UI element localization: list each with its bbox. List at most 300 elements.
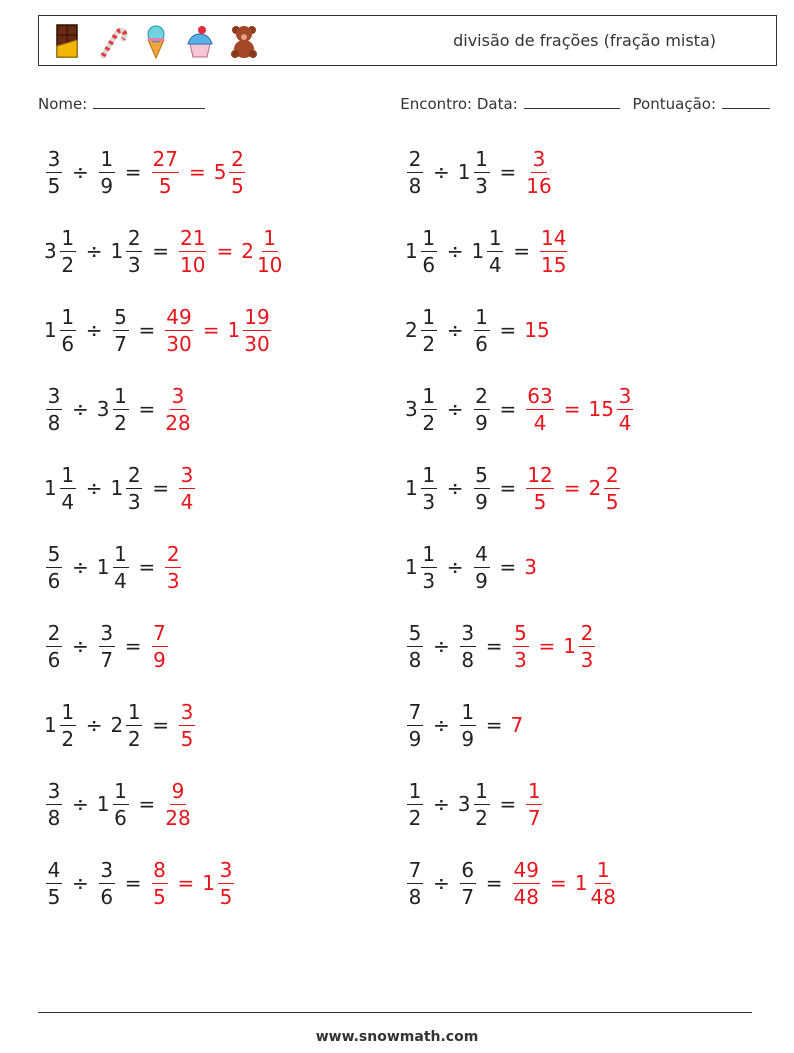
divisor-number bbox=[96, 383, 131, 435]
dividend-fraction bbox=[60, 225, 76, 277]
answer-fraction bbox=[526, 146, 552, 198]
equals-sign: = bbox=[138, 555, 156, 579]
divide-sign: ÷ bbox=[72, 397, 89, 421]
dividend-whole: 1 bbox=[405, 476, 418, 500]
name-label: Nome: bbox=[38, 95, 88, 113]
problem-18 bbox=[405, 774, 544, 834]
divide-sign: ÷ bbox=[85, 713, 103, 737]
dividend-number bbox=[44, 462, 78, 514]
divisor-numerator: 2 bbox=[475, 383, 488, 408]
dividend-number bbox=[405, 778, 425, 830]
equals-sign: = bbox=[152, 239, 169, 263]
answer bbox=[524, 778, 544, 830]
divisor-fraction bbox=[460, 620, 476, 672]
divisor-fraction bbox=[113, 304, 129, 356]
divisor-denominator: 3 bbox=[127, 489, 141, 514]
divide-sign: ÷ bbox=[433, 792, 450, 816]
equals-sign: = bbox=[124, 871, 142, 895]
answer-fraction bbox=[179, 699, 195, 751]
problem-7 bbox=[44, 379, 193, 439]
dividend-numerator: 1 bbox=[422, 304, 436, 329]
answer bbox=[163, 383, 192, 435]
answer bbox=[163, 778, 192, 830]
divisor-number bbox=[458, 699, 478, 751]
divide-sign: ÷ bbox=[446, 476, 464, 500]
name-blank[interactable] bbox=[93, 94, 205, 109]
answer-numerator: 3 bbox=[180, 462, 194, 487]
equals-sign: = bbox=[485, 871, 503, 895]
divisor-number bbox=[110, 462, 145, 514]
divisor-whole: 1 bbox=[457, 160, 471, 184]
answer-number bbox=[150, 857, 170, 909]
answer-fraction bbox=[152, 146, 179, 198]
divisor-denominator: 4 bbox=[114, 568, 127, 593]
answer-numerator: 3 bbox=[532, 146, 546, 171]
answer-fraction bbox=[179, 225, 206, 277]
dividend-numerator: 5 bbox=[408, 620, 422, 645]
divisor-denominator: 9 bbox=[461, 726, 475, 751]
answer-denominator: 7 bbox=[527, 805, 541, 830]
divisor-denominator: 2 bbox=[114, 410, 127, 435]
equals-sign: = bbox=[499, 160, 517, 184]
problem-17 bbox=[44, 774, 193, 834]
equals-sign: = bbox=[538, 634, 556, 658]
divisor-fraction bbox=[487, 225, 503, 277]
equals-sign: = bbox=[152, 476, 169, 500]
dividend-denominator: 2 bbox=[61, 726, 75, 751]
answer-number bbox=[163, 778, 192, 830]
divisor-whole: 2 bbox=[110, 713, 124, 737]
divisor-number bbox=[472, 541, 492, 593]
dividend-fraction bbox=[421, 383, 437, 435]
ice-cream-icon bbox=[139, 22, 173, 60]
answer-mixed-number bbox=[241, 225, 284, 277]
date-score-fields bbox=[400, 94, 770, 113]
divisor-whole: 1 bbox=[471, 239, 485, 263]
answer-number bbox=[177, 225, 208, 277]
equals-sign: = bbox=[499, 397, 517, 421]
dividend-whole: 1 bbox=[44, 713, 57, 737]
answer-number bbox=[150, 146, 181, 198]
answer-denominator: 28 bbox=[165, 805, 191, 830]
answer-number bbox=[511, 620, 531, 672]
problem-5 bbox=[44, 300, 273, 360]
divisor-fraction bbox=[126, 225, 142, 277]
answer bbox=[511, 713, 524, 737]
equals-sign: = bbox=[485, 634, 503, 658]
divisor-numerator: 1 bbox=[100, 146, 114, 171]
answer-mixed-fraction bbox=[256, 225, 283, 277]
answer bbox=[511, 620, 598, 672]
answer-mixed-number bbox=[202, 857, 236, 909]
divide-sign: ÷ bbox=[85, 318, 103, 342]
answer-mixed-whole: 1 bbox=[227, 318, 241, 342]
dividend-fraction bbox=[407, 620, 423, 672]
problem-4 bbox=[405, 221, 569, 281]
answer-integer: 15 bbox=[524, 318, 550, 342]
divisor-numerator: 3 bbox=[100, 857, 114, 882]
answer-numerator: 14 bbox=[541, 225, 567, 250]
dividend-number bbox=[405, 304, 439, 356]
equals-sign: = bbox=[177, 871, 195, 895]
equals-sign: = bbox=[152, 713, 169, 737]
divisor-fraction bbox=[126, 462, 142, 514]
dividend-number bbox=[44, 146, 64, 198]
equals-sign: = bbox=[499, 318, 517, 342]
answer-denominator: 5 bbox=[533, 489, 547, 514]
divisor-whole: 3 bbox=[96, 397, 110, 421]
date-blank[interactable] bbox=[524, 94, 620, 109]
answer-fraction bbox=[540, 225, 567, 277]
divide-sign: ÷ bbox=[433, 160, 450, 184]
divisor-denominator: 9 bbox=[100, 173, 114, 198]
dividend-numerator: 2 bbox=[47, 620, 61, 645]
equals-sign: = bbox=[124, 634, 142, 658]
dividend-numerator: 1 bbox=[422, 383, 436, 408]
answer-mixed-whole: 15 bbox=[588, 397, 614, 421]
divide-sign: ÷ bbox=[446, 555, 464, 579]
divisor-number bbox=[458, 857, 478, 909]
answer-number bbox=[150, 620, 170, 672]
dividend-number bbox=[44, 699, 78, 751]
divisor-denominator: 8 bbox=[461, 647, 475, 672]
dividend-numerator: 1 bbox=[61, 304, 75, 329]
divisor-fraction bbox=[126, 699, 142, 751]
dividend-fraction bbox=[407, 699, 423, 751]
dividend-numerator: 1 bbox=[422, 462, 436, 487]
divisor-fraction bbox=[99, 620, 115, 672]
dividend-fraction bbox=[407, 146, 423, 198]
answer-mixed-numerator: 19 bbox=[244, 304, 270, 329]
divisor-numerator: 1 bbox=[114, 778, 127, 803]
answer-number bbox=[163, 541, 183, 593]
candy-cane-icon bbox=[95, 22, 129, 60]
answer-denominator: 9 bbox=[153, 647, 166, 672]
dividend-numerator: 3 bbox=[47, 778, 61, 803]
answer-numerator: 49 bbox=[166, 304, 192, 329]
answer bbox=[177, 225, 284, 277]
divisor-number bbox=[97, 857, 117, 909]
dividend-whole: 3 bbox=[44, 239, 57, 263]
divisor-number bbox=[457, 146, 492, 198]
divisor-numerator: 5 bbox=[114, 304, 127, 329]
divisor-denominator: 4 bbox=[488, 252, 502, 277]
dividend-number bbox=[405, 383, 439, 435]
divisor-numerator: 1 bbox=[475, 146, 488, 171]
divisor-denominator: 9 bbox=[475, 410, 488, 435]
dividend-numerator: 3 bbox=[47, 383, 61, 408]
score-blank[interactable] bbox=[722, 94, 770, 109]
answer-mixed-fraction bbox=[579, 620, 595, 672]
answer-mixed-whole: 1 bbox=[202, 871, 216, 895]
dividend-number bbox=[405, 699, 425, 751]
dividend-fraction bbox=[421, 541, 437, 593]
answer-fraction bbox=[165, 383, 191, 435]
answer-denominator: 3 bbox=[166, 568, 180, 593]
score-label: Pontuação: bbox=[632, 95, 716, 113]
equals-sign: = bbox=[485, 713, 503, 737]
divisor-denominator: 7 bbox=[114, 331, 127, 356]
dividend-number bbox=[405, 462, 439, 514]
answer-mixed-numerator: 2 bbox=[605, 462, 619, 487]
divide-sign: ÷ bbox=[72, 634, 89, 658]
dividend-denominator: 6 bbox=[61, 331, 75, 356]
answer-mixed-fraction bbox=[617, 383, 633, 435]
answer-fraction bbox=[165, 778, 191, 830]
problem-14 bbox=[405, 616, 597, 676]
dividend-numerator: 1 bbox=[61, 462, 75, 487]
footer-divider bbox=[38, 1012, 752, 1013]
answer-mixed-whole: 2 bbox=[241, 239, 254, 263]
answer-mixed-number bbox=[574, 857, 618, 909]
answer-denominator: 28 bbox=[165, 410, 191, 435]
dividend-whole: 1 bbox=[44, 318, 57, 342]
dividend-number bbox=[405, 146, 425, 198]
divisor-numerator: 5 bbox=[475, 462, 488, 487]
answer bbox=[524, 555, 537, 579]
divisor-numerator: 1 bbox=[488, 225, 502, 250]
answer bbox=[524, 318, 549, 342]
problem-19 bbox=[44, 853, 236, 913]
dividend-denominator: 6 bbox=[422, 252, 436, 277]
problem-8 bbox=[405, 379, 635, 439]
dividend-denominator: 8 bbox=[47, 805, 61, 830]
answer-numerator: 7 bbox=[153, 620, 166, 645]
divide-sign: ÷ bbox=[72, 792, 89, 816]
answer bbox=[524, 462, 622, 514]
divisor-fraction bbox=[474, 462, 490, 514]
answer-fraction bbox=[152, 620, 168, 672]
problem-11 bbox=[44, 537, 183, 597]
divisor-number bbox=[96, 778, 131, 830]
answer-number bbox=[163, 383, 192, 435]
divisor-whole: 1 bbox=[96, 555, 110, 579]
dividend-denominator: 8 bbox=[47, 410, 61, 435]
divisor-numerator: 2 bbox=[127, 225, 141, 250]
answer-integer: 7 bbox=[510, 713, 524, 737]
divisor-number bbox=[111, 304, 131, 356]
dividend-denominator: 4 bbox=[61, 489, 75, 514]
answer-mixed-numerator: 3 bbox=[219, 857, 233, 882]
teddy-bear-icon bbox=[227, 22, 261, 60]
divisor-numerator: 6 bbox=[461, 857, 475, 882]
answer bbox=[163, 304, 272, 356]
divisor-fraction bbox=[474, 304, 490, 356]
divisor-denominator: 3 bbox=[475, 173, 488, 198]
meeting-date-label: Encontro: Data: bbox=[400, 95, 518, 113]
dividend-fraction bbox=[421, 304, 437, 356]
divisor-numerator: 1 bbox=[475, 778, 488, 803]
equals-sign: = bbox=[499, 792, 517, 816]
equals-sign: = bbox=[138, 318, 156, 342]
answer bbox=[150, 146, 248, 198]
answer-fraction bbox=[526, 778, 542, 830]
problem-9 bbox=[44, 458, 197, 518]
divide-sign: ÷ bbox=[85, 239, 103, 263]
divisor-whole: 1 bbox=[110, 476, 124, 500]
answer-mixed-whole: 2 bbox=[588, 476, 602, 500]
dividend-number bbox=[405, 857, 425, 909]
divide-sign: ÷ bbox=[85, 476, 103, 500]
answer-numerator: 3 bbox=[180, 699, 194, 724]
dividend-numerator: 7 bbox=[408, 699, 422, 724]
name-field bbox=[38, 94, 205, 113]
answer-mixed-number bbox=[588, 383, 634, 435]
answer-numerator: 27 bbox=[152, 146, 178, 171]
divisor-fraction bbox=[474, 146, 490, 198]
divisor-number bbox=[457, 778, 492, 830]
divisor-numerator: 1 bbox=[475, 304, 488, 329]
problem-6 bbox=[405, 300, 550, 360]
answer-mixed-whole: 1 bbox=[574, 871, 588, 895]
answer-numerator: 63 bbox=[527, 383, 553, 408]
dividend-whole: 1 bbox=[405, 239, 418, 263]
equals-sign: = bbox=[499, 555, 517, 579]
dividend-denominator: 8 bbox=[408, 173, 422, 198]
divisor-denominator: 7 bbox=[100, 647, 114, 672]
dividend-fraction bbox=[407, 857, 423, 909]
dividend-fraction bbox=[60, 699, 76, 751]
dividend-fraction bbox=[46, 541, 62, 593]
worksheet-header bbox=[38, 15, 777, 66]
answer-numerator: 12 bbox=[527, 462, 553, 487]
divisor-denominator: 6 bbox=[114, 805, 127, 830]
answer-fraction bbox=[165, 304, 192, 356]
dividend-denominator: 3 bbox=[422, 568, 436, 593]
divide-sign: ÷ bbox=[446, 397, 464, 421]
header-icons bbox=[51, 22, 261, 60]
answer-fraction bbox=[526, 383, 553, 435]
answer-mixed-fraction bbox=[218, 857, 234, 909]
dividend-fraction bbox=[46, 857, 62, 909]
divisor-denominator: 2 bbox=[127, 726, 141, 751]
problem-15 bbox=[44, 695, 197, 755]
answer-numerator: 49 bbox=[513, 857, 539, 882]
dividend-whole: 1 bbox=[405, 555, 418, 579]
answer-number bbox=[524, 383, 555, 435]
divisor-numerator: 1 bbox=[114, 541, 127, 566]
dividend-fraction bbox=[46, 620, 62, 672]
divisor-denominator: 3 bbox=[127, 252, 141, 277]
answer-number bbox=[511, 857, 542, 909]
dividend-numerator: 5 bbox=[47, 541, 61, 566]
answer bbox=[511, 857, 618, 909]
answer-denominator: 4 bbox=[533, 410, 547, 435]
problem-13 bbox=[44, 616, 170, 676]
answer-mixed-numerator: 2 bbox=[580, 620, 594, 645]
dividend-denominator: 2 bbox=[422, 331, 436, 356]
dividend-fraction bbox=[60, 304, 76, 356]
divisor-number bbox=[97, 146, 117, 198]
answer-mixed-fraction bbox=[229, 146, 245, 198]
answer-numerator: 3 bbox=[171, 383, 185, 408]
answer-denominator: 3 bbox=[514, 647, 527, 672]
answer-mixed-numerator: 1 bbox=[596, 857, 610, 882]
answer-fraction bbox=[165, 541, 181, 593]
dividend-fraction bbox=[60, 462, 76, 514]
dividend-denominator: 2 bbox=[408, 805, 422, 830]
dividend-fraction bbox=[421, 225, 437, 277]
divisor-denominator: 9 bbox=[475, 489, 488, 514]
divisor-number bbox=[472, 462, 492, 514]
dividend-whole: 3 bbox=[405, 397, 418, 421]
divisor-denominator: 7 bbox=[461, 884, 475, 909]
dividend-denominator: 9 bbox=[408, 726, 422, 751]
divisor-numerator: 1 bbox=[127, 699, 141, 724]
divisor-fraction bbox=[460, 699, 476, 751]
answer-mixed-denominator: 5 bbox=[605, 489, 619, 514]
dividend-number bbox=[405, 225, 439, 277]
divisor-fraction bbox=[113, 778, 129, 830]
answer bbox=[150, 857, 237, 909]
answer-mixed-denominator: 10 bbox=[256, 252, 283, 277]
dividend-fraction bbox=[46, 778, 62, 830]
equals-sign: = bbox=[513, 239, 530, 263]
answer bbox=[538, 225, 569, 277]
answer-numerator: 5 bbox=[514, 620, 527, 645]
divide-sign: ÷ bbox=[72, 555, 89, 579]
dividend-numerator: 4 bbox=[47, 857, 61, 882]
divisor-denominator: 6 bbox=[475, 331, 488, 356]
answer-mixed-denominator: 5 bbox=[231, 173, 244, 198]
divisor-denominator: 6 bbox=[100, 884, 114, 909]
answer-denominator: 10 bbox=[180, 252, 206, 277]
answer-numerator: 9 bbox=[171, 778, 185, 803]
dividend-numerator: 1 bbox=[422, 541, 436, 566]
answer bbox=[150, 620, 170, 672]
dividend-numerator: 1 bbox=[422, 225, 436, 250]
divide-sign: ÷ bbox=[433, 713, 450, 737]
equals-sign: = bbox=[563, 397, 581, 421]
equals-sign: = bbox=[138, 792, 156, 816]
answer-fraction bbox=[179, 462, 195, 514]
divisor-whole: 1 bbox=[110, 239, 124, 263]
problem-1 bbox=[44, 142, 247, 202]
divisor-fraction bbox=[474, 778, 490, 830]
answer-fraction bbox=[513, 620, 529, 672]
answer bbox=[177, 699, 197, 751]
equals-sign: = bbox=[216, 239, 234, 263]
answer-mixed-denominator: 4 bbox=[618, 410, 632, 435]
equals-sign: = bbox=[202, 318, 220, 342]
problem-10 bbox=[405, 458, 622, 518]
divide-sign: ÷ bbox=[433, 871, 450, 895]
divisor-fraction bbox=[460, 857, 476, 909]
answer bbox=[524, 383, 635, 435]
answer-fraction bbox=[526, 462, 553, 514]
answer-mixed-number bbox=[227, 304, 272, 356]
answer-number bbox=[524, 462, 555, 514]
dividend-number bbox=[44, 541, 64, 593]
dividend-number bbox=[405, 541, 439, 593]
divisor-whole: 1 bbox=[96, 792, 110, 816]
equals-sign: = bbox=[499, 476, 517, 500]
dividend-numerator: 7 bbox=[408, 857, 422, 882]
divisor-number bbox=[96, 541, 131, 593]
answer-fraction bbox=[152, 857, 168, 909]
dividend-denominator: 8 bbox=[408, 647, 422, 672]
answer-denominator: 48 bbox=[513, 884, 539, 909]
answer-denominator: 5 bbox=[180, 726, 194, 751]
cupcake-icon bbox=[183, 22, 217, 60]
answer-mixed-denominator: 48 bbox=[590, 884, 616, 909]
equals-sign: = bbox=[563, 476, 581, 500]
dividend-denominator: 6 bbox=[47, 647, 61, 672]
dividend-number bbox=[44, 620, 64, 672]
divisor-numerator: 4 bbox=[475, 541, 488, 566]
answer-denominator: 15 bbox=[541, 252, 567, 277]
answer-mixed-number bbox=[213, 146, 248, 198]
